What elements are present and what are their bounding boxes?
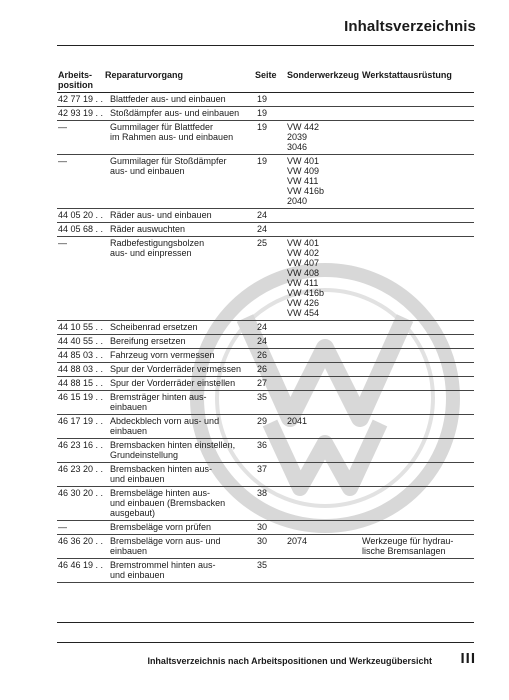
cell-position: — bbox=[57, 155, 104, 209]
cell-equipment bbox=[361, 121, 474, 155]
cell-position: 46 17 19 . . bbox=[57, 415, 104, 439]
table-row bbox=[57, 391, 474, 415]
cell-position: — bbox=[57, 121, 104, 155]
cell-page: 19 bbox=[254, 155, 286, 209]
cell-position: 46 23 20 . . bbox=[57, 463, 104, 487]
cell-position: 44 05 20 . . bbox=[57, 209, 104, 223]
cell-page: 25 bbox=[254, 237, 286, 321]
cell-position: 46 15 19 . . bbox=[57, 391, 104, 415]
cell-equipment bbox=[361, 559, 474, 583]
cell-equipment bbox=[361, 209, 474, 223]
cell-equipment bbox=[361, 237, 474, 321]
table-row bbox=[57, 535, 474, 559]
cell-equipment bbox=[361, 363, 474, 377]
page-number: III bbox=[460, 650, 476, 667]
table-body bbox=[57, 93, 474, 583]
cell-equipment bbox=[361, 377, 474, 391]
cell-equipment bbox=[361, 349, 474, 363]
cell-equipment bbox=[361, 93, 474, 107]
cell-position: 46 46 19 . . bbox=[57, 559, 104, 583]
table-row bbox=[57, 487, 474, 521]
table-row bbox=[57, 237, 474, 321]
cell-page: 30 bbox=[254, 535, 286, 559]
cell-page: 19 bbox=[254, 107, 286, 121]
cell-tools bbox=[286, 93, 361, 107]
cell-tools bbox=[286, 363, 361, 377]
table-row bbox=[57, 521, 474, 535]
cell-tools bbox=[286, 377, 361, 391]
cell-tools bbox=[286, 321, 361, 335]
table-row bbox=[57, 463, 474, 487]
cell-page: 30 bbox=[254, 521, 286, 535]
table-row bbox=[57, 155, 474, 209]
cell-tools bbox=[286, 107, 361, 121]
table-row bbox=[57, 223, 474, 237]
table-row bbox=[57, 363, 474, 377]
table-row bbox=[57, 321, 474, 335]
cell-job: Bremsbacken hinten einstellen, Grundeinstellung bbox=[104, 439, 254, 463]
cell-page: 19 bbox=[254, 121, 286, 155]
cell-tools bbox=[286, 223, 361, 237]
cell-equipment bbox=[361, 155, 474, 209]
cell-job: Radbefestigungsbolzen aus- und einpressen bbox=[104, 237, 254, 321]
cell-page: 38 bbox=[254, 487, 286, 521]
cell-tools bbox=[286, 463, 361, 487]
cell-equipment bbox=[361, 391, 474, 415]
cell-equipment: Werkzeuge für hydrau- lische Bremsanlagen bbox=[361, 535, 474, 559]
cell-position: 46 30 20 . . bbox=[57, 487, 104, 521]
cell-position: 42 93 19 . . bbox=[57, 107, 104, 121]
cell-page: 24 bbox=[254, 223, 286, 237]
cell-tools bbox=[286, 209, 361, 223]
table-header-row bbox=[57, 68, 474, 93]
cell-position: 44 85 03 . . bbox=[57, 349, 104, 363]
cell-job: Räder auswuchten bbox=[104, 223, 254, 237]
cell-job: Bereifung ersetzen bbox=[104, 335, 254, 349]
cell-tools bbox=[286, 521, 361, 535]
cell-tools bbox=[286, 349, 361, 363]
cell-job: Gummilager für Stoßdämpfer aus- und einbauen bbox=[104, 155, 254, 209]
contents-table bbox=[57, 68, 474, 583]
cell-equipment bbox=[361, 335, 474, 349]
cell-job: Stoßdämpfer aus- und einbauen bbox=[104, 107, 254, 121]
cell-job: Scheibenrad ersetzen bbox=[104, 321, 254, 335]
cell-position: 44 05 68 . . bbox=[57, 223, 104, 237]
cell-job: Spur der Vorderräder einstellen bbox=[104, 377, 254, 391]
cell-job: Blattfeder aus- und einbauen bbox=[104, 93, 254, 107]
cell-position: 44 40 55 . . bbox=[57, 335, 104, 349]
table-row bbox=[57, 93, 474, 107]
cell-job: Bremsbeläge hinten aus- und einbauen (Bremsbacken ausgebaut) bbox=[104, 487, 254, 521]
cell-page: 29 bbox=[254, 415, 286, 439]
cell-tools: VW 401 VW 402 VW 407 VW 408 VW 411 VW 416b VW 426 VW 454 bbox=[286, 237, 361, 321]
cell-tools: VW 442 2039 3046 bbox=[286, 121, 361, 155]
table-row bbox=[57, 107, 474, 121]
table-row bbox=[57, 439, 474, 463]
cell-position: 46 23 16 . . bbox=[57, 439, 104, 463]
page-footer: Inhaltsverzeichnis nach Arbeitspositionen und Werkzeugübersicht bbox=[147, 656, 432, 666]
cell-tools: VW 401 VW 409 VW 411 VW 416b 2040 bbox=[286, 155, 361, 209]
cell-tools: 2074 bbox=[286, 535, 361, 559]
cell-equipment bbox=[361, 107, 474, 121]
cell-page: 36 bbox=[254, 439, 286, 463]
cell-position: 42 77 19 . . bbox=[57, 93, 104, 107]
cell-tools bbox=[286, 439, 361, 463]
cell-position: — bbox=[57, 521, 104, 535]
cell-page: 19 bbox=[254, 93, 286, 107]
header-equipment: Werkstattausrüstung bbox=[361, 68, 474, 93]
cell-equipment bbox=[361, 521, 474, 535]
cell-page: 35 bbox=[254, 391, 286, 415]
cell-tools: 2041 bbox=[286, 415, 361, 439]
cell-page: 35 bbox=[254, 559, 286, 583]
bottom-rule-1 bbox=[57, 622, 474, 623]
cell-position: 46 36 20 . . bbox=[57, 535, 104, 559]
cell-page: 26 bbox=[254, 349, 286, 363]
cell-job: Bremsbeläge vorn aus- und einbauen bbox=[104, 535, 254, 559]
cell-equipment bbox=[361, 463, 474, 487]
cell-page: 24 bbox=[254, 335, 286, 349]
cell-job: Bremsträger hinten aus- einbauen bbox=[104, 391, 254, 415]
table-row bbox=[57, 559, 474, 583]
table-row bbox=[57, 415, 474, 439]
header-tools: Sonderwerkzeug bbox=[286, 68, 361, 93]
cell-job: Bremstrommel hinten aus- und einbauen bbox=[104, 559, 254, 583]
header-job: Reparaturvorgang bbox=[104, 68, 254, 93]
cell-page: 24 bbox=[254, 321, 286, 335]
cell-page: 27 bbox=[254, 377, 286, 391]
cell-tools bbox=[286, 335, 361, 349]
cell-job: Gummilager für Blattfeder im Rahmen aus- und einbauen bbox=[104, 121, 254, 155]
cell-page: 24 bbox=[254, 209, 286, 223]
top-rule bbox=[57, 45, 474, 46]
cell-page: 37 bbox=[254, 463, 286, 487]
table-row bbox=[57, 209, 474, 223]
table-row bbox=[57, 121, 474, 155]
table-row bbox=[57, 335, 474, 349]
cell-position: 44 88 15 . . bbox=[57, 377, 104, 391]
header-page: Seite bbox=[254, 68, 286, 93]
cell-position: 44 88 03 . . bbox=[57, 363, 104, 377]
cell-job: Abdeckblech vorn aus- und einbauen bbox=[104, 415, 254, 439]
cell-job: Fahrzeug vorn vermessen bbox=[104, 349, 254, 363]
cell-position: — bbox=[57, 237, 104, 321]
table-row bbox=[57, 349, 474, 363]
header-position: Arbeits- position bbox=[57, 68, 104, 93]
cell-position: 44 10 55 . . bbox=[57, 321, 104, 335]
page-title: Inhaltsverzeichnis bbox=[344, 18, 476, 35]
table-row bbox=[57, 377, 474, 391]
cell-tools bbox=[286, 487, 361, 521]
cell-job: Bremsbacken hinten aus- und einbauen bbox=[104, 463, 254, 487]
cell-equipment bbox=[361, 415, 474, 439]
cell-tools bbox=[286, 391, 361, 415]
cell-equipment bbox=[361, 439, 474, 463]
cell-equipment bbox=[361, 223, 474, 237]
cell-job: Bremsbeläge vorn prüfen bbox=[104, 521, 254, 535]
bottom-rule-2 bbox=[57, 642, 474, 643]
cell-tools bbox=[286, 559, 361, 583]
cell-equipment bbox=[361, 321, 474, 335]
cell-job: Räder aus- und einbauen bbox=[104, 209, 254, 223]
cell-page: 26 bbox=[254, 363, 286, 377]
cell-equipment bbox=[361, 487, 474, 521]
cell-job: Spur der Vorderräder vermessen bbox=[104, 363, 254, 377]
